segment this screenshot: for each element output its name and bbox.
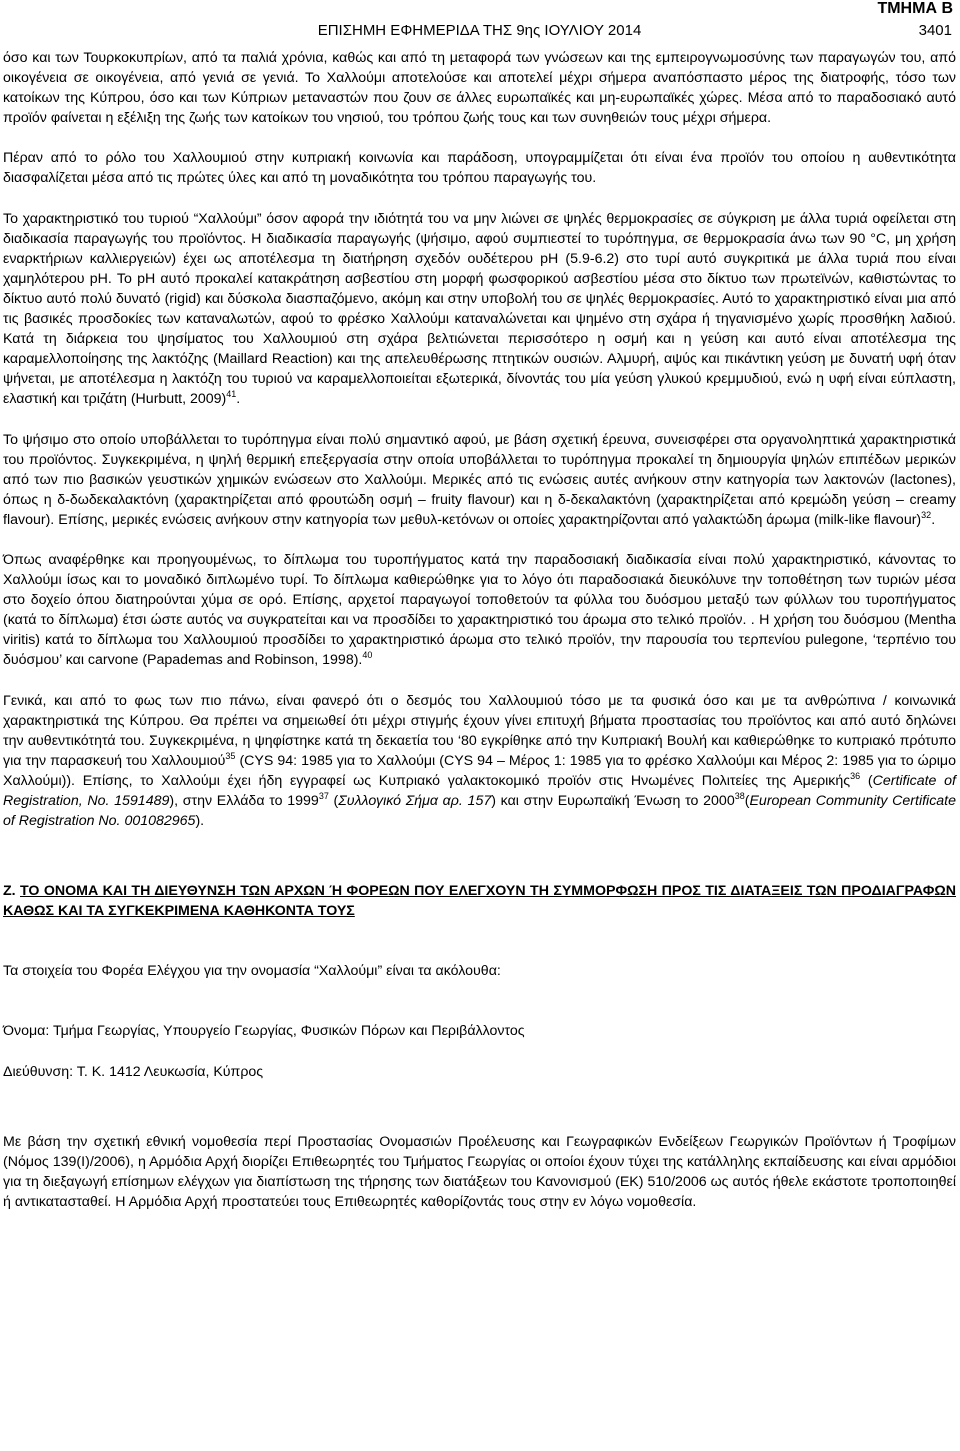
section-letter: Ζ. bbox=[3, 883, 16, 900]
certificate-eu: European Community Certificate of Registration No. 001082965 bbox=[3, 793, 957, 830]
paragraph-end: . bbox=[931, 511, 936, 528]
footnote-ref: 41 bbox=[226, 389, 237, 400]
paragraph-text: (CYS 94: 1985 για το Χαλλούμι (CYS 94 – Μέρος 1: 1985 για το φρέσκο Χαλλούμι και Μέρος 2: 1985 για το ώριμο Χαλλούμι)). Επίσης, το Χαλλούμι έχει ήδη εγγραφεί ως Κυπριακό γαλακτοκομικό προϊόν στις Ηνωμένες Πολιτείες της Αμερικής bbox=[3, 752, 956, 789]
paragraph-folding bbox=[3, 550, 956, 671]
footnote-ref: 36 bbox=[850, 770, 861, 781]
gazette-title: ΕΠΙΣΗΜΗ ΕΦΗΜΕΡΙΔΑ ΤΗΣ 9ης ΙΟΥΛΙΟΥ 2014 bbox=[317, 22, 642, 39]
paragraph-legislation: Με βάση την σχετική εθνική νομοθεσία περί Προστασίας Ονομασιών Προέλευσης και Γεωγραφικών Ενδείξεων Γεωργικών Προϊόντων ή Τροφίμων (Νόμος 139(Ι)/2006), η Αρμόδια Αρχή διορίζει Επιθεωρητές του Τμήματος Γεωργίας οι οποίοι έχουν τύχει της κατάλληλης εκπαίδευσης και είναι αρμόδιοι για τη διεξαγωγή επίσημων ελέγχων για διαπίστωση της τήρησης των διατάξεων του Κανονισμού (ΕΚ) 510/2006 ως αυτός ήθελε εκάστοτε τροποποιηθεί ή αντικατασταθεί. Η Αρμόδια Αρχή προστατεύει τους Επιθεωρητές καθορίζοντάς τους στην εν λόγω νομοθεσία. bbox=[3, 1133, 956, 1210]
footnote-ref: 35 bbox=[225, 750, 236, 761]
paragraph-text: Το χαρακτηριστικό του τυριού “Χαλλούμι” όσον αφορά την ιδιότητά του να μην λιώνει σε ψηλές θερμοκρασίες σε σύγκριση με άλλα τυριά οφείλεται στη διαδικασία παραγωγής του προϊόντος. Η διαδικασία παραγωγής (ψήσιμο, αφού συμπιεστεί το τυρόπηγμα, σε θερμοκρασία άνω των 90 °C, μη χρήση εναρκτήριων καλλιεργειών) έχει ως αποτέλεσμα τη διατήρηση σχεδόν ουδέτερου pH (5.9-6.2) στο τυρί αυτό συγκριτικά με άλλα τυριά που είναι χαμηλότερου pH. Το pH αυτό προκαλεί κατακράτηση ασβεστίου στη μορφή φωσφορικού ασβεστίου μέσα στο δίκτυο των πρωτεϊνών, καθιστώντας το δίκτυο αυτό πολύ δυνατό (rigid) και δύσκολα διασπαζόμενο, ακόμη και στην υποβολή του σε ψηλές θερμοκρασίες. Αυτό το χαρακτηριστικό είναι μια από τις βασικές προσδοκίες των καταναλωτών, αφού το φρέσκο Χαλλούμι καταναλώνεται και ψημένο στη σχάρα ή τηγανισμένο χωρίς προσθήκη λαδιού. Κατά τη διάρκεια του ψησίματος του Χαλλουμιού στη σχάρα βελτιώνεται περισσότερο η οσμή και η γεύση και αυτό είναι αποτέλεσμα της καραμελλοποίησης της λακτόζης (Maillard Reaction) και της απελευθέρωσης πτητικών ουσιών. Αλμυρή, αψύς και πικάντικη γεύση με δυνατή υφή όταν ψήνεται, με αποτέλεσμα η λακτόζη του τυριού να καραμελλοποιείται εξωτερικά, δίνοντάς του μία γεύση γλυκού κρεμμυδιού, ενώ η υφή είναι εύπλαστη, ελαστική και τριζάτη (Hurbutt, 2009) bbox=[3, 210, 956, 408]
footnote-ref: 37 bbox=[318, 791, 329, 801]
paragraph-text: ( bbox=[860, 772, 873, 789]
paragraph-text: Όπως αναφέρθηκε και προηγουμένως, το δίπλωμα του τυροπήγματος κατά την παραδοσιακή διαδικασία είναι πολύ χαρακτηριστικό, κάνοντας το Χαλλούμι ίσως και το μοναδικό διπλωμένο τυρί. Το δίπλωμα καθιερώθηκε για το λόγο ότι παραδοσιακά διευκόλυνε την τοποθέτηση των τυριών μέσα στο δοχείο όπου διατηρούνται χύμα σε ορό. Επίσης, αρχετοί παραγωγοί τοποθετούν τα φύλλα του δυόσμου μεταξύ των φύλλων του τυροπήγματος (κατά το δίπλωμα) έτσι ώστε αυτός να συγκρατείται και να προσδίδει το χαρακτηριστικό του άρωμα στο τελικό προϊόν. . Η χρήση του δυόσμου (Mentha viritis) κατά το δίπλωμα του Χαλλουμιού προσδίδει το χαρακτηριστικό άρωμα στο τελικό προϊόν, την παρουσία του τερπενίου pulegone, ‘τερπένιο του δυόσμου’ και carvone (Papademas and Robinson, 1998). bbox=[3, 551, 956, 669]
control-body-name: Όνομα: Τμήμα Γεωργίας, Υπουργείο Γεωργίας, Φυσικών Πόρων και Περιβάλλοντος bbox=[3, 1023, 525, 1040]
certificate-us: Certificate of Registration, No. 1591489 bbox=[3, 772, 956, 809]
footnote-ref: 38 bbox=[734, 791, 745, 801]
control-body-address: Διεύθυνση: Τ. Κ. 1412 Λευκωσία, Κύπρος bbox=[3, 1063, 264, 1080]
paragraph-text: ( bbox=[744, 793, 750, 809]
certificate-gr: Συλλογικό Σήμα αρ. 157 bbox=[338, 793, 492, 809]
paragraph-text: ). bbox=[195, 813, 205, 830]
paragraph-text: ( bbox=[328, 793, 339, 809]
paragraph-text: Το ψήσιμο στο οποίο υποβάλλεται το τυρόπηγμα είναι πολύ σημαντικό αφού, με βάση σχετική έρευνα, συνεισφέρει στα οργανοληπτικά χαρακτηριστικά του προϊόντος. Συγκεκριμένα, η ψηλή θερμική επεξεργασία στην οποία υποβάλλεται το τυρόπηγμα προκαλεί τη δημιουργία ψηλών επιπέδων μερικών από των πιο βασικών γευστικών χημικών ενώσεων στο Χαλλούμι. Μερικές από τις ενώσεις αυτές ανήκουν στην κατηγορία των λακτονών (lactones), όπως η δ-δωδεκαλακτόνη (χαρακτηρίζεται από φρουτώδη οσμή – fruity flavour) και η δ-δεκαλακτόνη (χαρακτηρίζεται από κρεμώδη γεύση – creamy flavour). Επίσης, μερικές ενώσεις ανήκουν στην κατηγορία των μεθυλ-κετόνων οι οποίες χαρακτηρίζονται από γαλακτώδη άρωμα (milk-like flavour) bbox=[3, 431, 956, 528]
page-header bbox=[3, 0, 956, 48]
footnote-ref: 32 bbox=[921, 509, 932, 520]
control-body-intro: Τα στοιχεία του Φορέα Ελέγχου για την ονομασία “Χαλλούμι” είναι τα ακόλουθα: bbox=[3, 963, 501, 980]
paragraph-text: ) και στην Ευρωπαϊκή Ένωση το 2000 bbox=[491, 793, 735, 809]
section-title: ΤΟ ΟΝΟΜΑ ΚΑΙ ΤΗ ΔΙΕΥΘΥΝΣΗ ΤΩΝ ΑΡΧΩΝ Ή ΦΟΡΕΩΝ ΠΟΥ ΕΛΕΓΧΟΥΝ ΤΗ ΣΥΜΜΟΡΦΩΣΗ ΠΡΟΣ ΤΙΣ ΔΙΑΤΑΞΕΙΣ ΤΩΝ ΠΡΟΔΙΑΓΡΑΦΩΝ ΚΑΘΩΣ ΚΑΙ ΤΑ ΣΥΓΚΕΚΡΙΜΕΝΑ ΚΑΘΗΚΟΝΤΑ ΤΟΥΣ bbox=[3, 883, 956, 920]
section-label: ΤΜΗΜΑ Β bbox=[877, 0, 953, 17]
paragraph-protection bbox=[3, 691, 956, 832]
paragraph-tradition: όσο και των Τουρκοκυπρίων, από τα παλιά χρόνια, καθώς και από τη μεταφορά των γνώσεων και της εμπειρογνωμοσύνης των παραγωγών του, από οικογένεια σε οικογένεια, από γενιά σε γενιά. Το Χαλλούμι αποτελούσε και αποτελεί μέχρι σήμερα αναπόσπαστο μέρος της διατροφής, τόσο των κατοίκων της Κύπρου, όσο και των Κύπριων μεταναστών που ζουν σε άλλες ευρωπαϊκές και μη-ευρωπαϊκές χώρες. Μέσα από το παραδοσιακό αυτό προϊόν φαίνεται η εξέλιξη της ζωής των κατοίκων του νησιού, του τρόπου ζωής τους και των συνηθειών τους μέχρι σήμερα. bbox=[3, 50, 956, 127]
paragraph-end: . bbox=[236, 391, 241, 408]
section-heading bbox=[3, 881, 956, 921]
page-number: 3401 bbox=[918, 22, 952, 39]
paragraph-heating bbox=[3, 430, 956, 530]
paragraph-characteristics bbox=[3, 209, 956, 410]
paragraph-authenticity: Πέραν από το ρόλο του Χαλλουμιού στην κυπριακή κοινωνία και παράδοση, υπογραμμίζεται ότι είναι ένα προϊόν του οποίου η αυθεντικότητα διασφαλίζεται μέσα από τις πρώτες ύλες και από τη μοναδικότητα του τρόπου παραγωγής του. bbox=[3, 150, 956, 187]
footnote-ref: 40 bbox=[362, 650, 373, 661]
paragraph-text: Γενικά, και από το φως των πιο πάνω, είναι φανερό ότι ο δεσμός του Χαλλουμιού τόσο με τα φυσικά όσο και με τα ανθρώπινα / κοινωνικά χαρακτηριστικά της Κύπρου. Θα πρέπει να σημειωθεί ότι μέχρι στιγμής έχουν γίνει επιτυχή βήματα προστασίας του προϊόντος και από αυτό δηλώνει την αυθεντικότητά του. Συγκεκριμένα, η ψηφίστηκε κατά τη δεκαετία του ‘80 εγκρίθηκε από την Κυπριακή Βουλή και καθιερώθηκε το κυπριακό πρότυπο για την παρασκευή του Χαλλουμιού bbox=[3, 692, 956, 769]
paragraph-text: ), στην Ελλάδα το 1999 bbox=[169, 793, 319, 809]
